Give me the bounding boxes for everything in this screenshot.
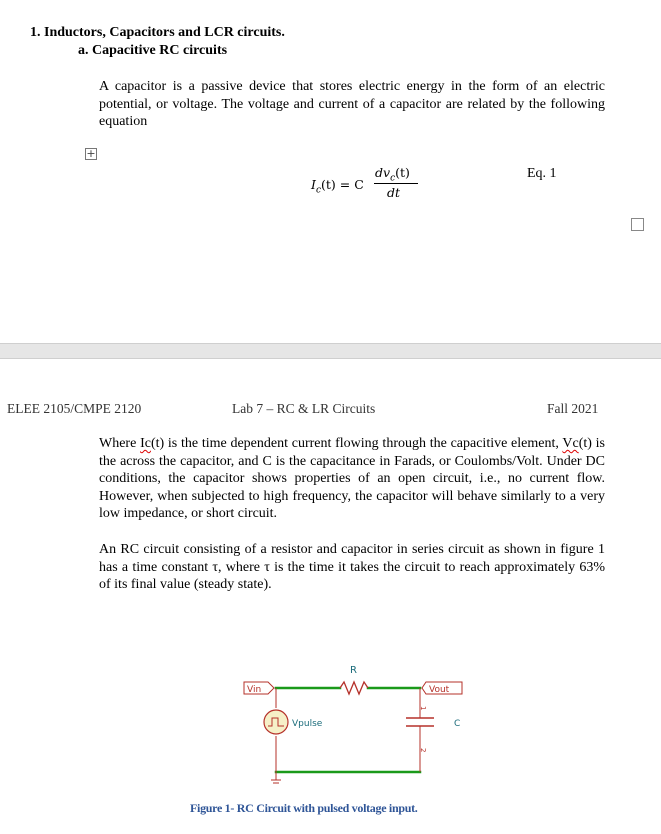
page-break	[0, 343, 661, 359]
section-heading: 1. Inductors, Capacitors and LCR circuits.	[30, 25, 285, 40]
paragraph-rc-circuit: An RC circuit consisting of a resistor and capacitor in series circuit as shown in figure 1 has a time constant τ, where τ is the time it takes the circuit to reach approximately 63% of its final value (steady state).	[99, 542, 605, 592]
capacitor-pin-1: 1	[419, 706, 427, 711]
footer-course: ELEE 2105/CMPE 2120	[7, 401, 142, 416]
capacitor-label: C	[454, 719, 461, 729]
resistor-symbol	[340, 682, 368, 694]
equation-denominator: dt	[387, 185, 401, 200]
vout-label: Vout	[429, 685, 450, 695]
move-handle-icon[interactable]: +	[86, 147, 96, 160]
footer-term: Fall 2021	[547, 401, 599, 416]
equation-lhs: $I_c(t) = C$	[311, 177, 364, 196]
footer-lab: Lab 7 – RC & LR Circuits	[232, 401, 376, 416]
fraction-bar	[374, 183, 418, 184]
equation-1	[311, 165, 431, 205]
pulse-source-symbol	[264, 710, 288, 734]
equation-label: Eq. 1	[527, 166, 557, 181]
equation-numerator: $dv_c(t)$	[375, 165, 410, 184]
spellcheck-word: Ic	[140, 436, 151, 451]
figure-caption: Figure 1- RC Circuit with pulsed voltage input.	[190, 801, 418, 815]
source-label: Vpulse	[292, 719, 323, 729]
subsection-heading: a. Capacitive RC circuits	[78, 43, 228, 58]
resistor-label: R	[350, 665, 357, 676]
checkbox[interactable]	[631, 218, 644, 231]
spellcheck-word: Vc	[562, 436, 579, 451]
capacitor-pin-2: 2	[419, 748, 427, 753]
page-1	[0, 0, 661, 343]
vin-label: Vin	[247, 685, 262, 695]
rc-circuit-diagram	[240, 660, 470, 790]
paragraph-definitions: Where Ic(t) is the time dependent current flowing through the capacitive element, Vc(t) is the across the capacitor, and C is the capacitance in Farads, or Coulombs/Volt. Under DC conditions, the capacitor shows properties of an open circuit, i.e., no current flow. However, when subjected to high frequency, the capacitor will behave similarly to a very low impedance, or short circuit.	[99, 436, 606, 521]
intro-paragraph: A capacitor is a passive device that stores electric energy in the form of an electric potential, or voltage. The voltage and current of a capacitor are related by the following equation	[99, 79, 605, 129]
